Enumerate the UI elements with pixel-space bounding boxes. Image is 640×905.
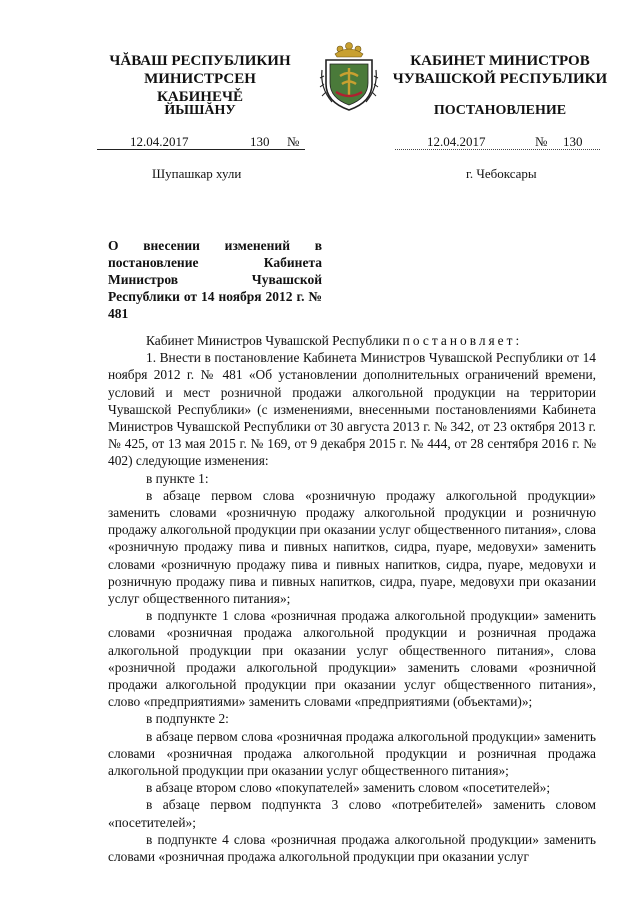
body-paragraph: в абзаце втором слово «покупателей» заменить словом «посетителей»; <box>146 780 551 796</box>
intro-paragraph <box>108 332 596 349</box>
right-number: 130 <box>563 134 583 149</box>
right-place: г. Чебоксары <box>466 166 537 181</box>
left-header-line-1: ЧĂВАШ РЕСПУБЛИКИН <box>109 53 291 69</box>
document-body <box>108 332 596 865</box>
body-paragraph: 1. Внести в постановление Кабинета Министров Чувашской Республики от 14 ноября 2012 г. № 481 «Об установлении дополнительных ограничений времени, условий и мест розничной продажи алкогольной продукции на территории Чувашской Республики» (с изменениями, внесенными постановлениями Кабинета Министров Чувашской Республики от 30 августа 2013 г. № 342, от 23 октября 2013 г. № 425, от 13 мая 2015 г. № 169, от 9 декабря 2015 г. № 444, от 28 сентября 2016 г. № 402) следующие изменения: <box>108 350 596 469</box>
left-header <box>100 52 300 106</box>
body-paragraph: в пункте 1: <box>146 470 209 486</box>
left-date-number-line <box>97 134 305 150</box>
right-date: 12.04.2017 <box>427 134 486 149</box>
right-date-number-line <box>395 134 600 150</box>
emblem-icon <box>318 40 380 114</box>
right-header <box>390 52 610 88</box>
intro-verb: постановляет: <box>402 333 523 348</box>
left-number: 130 <box>250 134 270 149</box>
left-place: Шупашкар хули <box>152 166 242 181</box>
body-paragraph: в абзаце первом слова «розничную продажу алкогольной продукции» заменить словами «розничную продажу алкогольной продукции и розничную продажу алкогольной продукции при оказании услуг общественного питания», слова «розничную продажу пива и пивных напитков, сидра, пуаре, медовухи» заменить словами «розничную продажу пива и пивных напитков, сидра, пуаре, медовухи и розничную продажу пива и пивных напитков, сидра, пуаре, медовухи при оказании услуг общественного питания»; <box>108 487 596 607</box>
right-doc-type: ПОСТАНОВЛЕНИЕ <box>433 103 567 118</box>
right-number-sign: № <box>535 134 548 149</box>
right-header-line-1: КАБИНЕТ МИНИСТРОВ <box>410 53 590 69</box>
body-paragraph: в абзаце первом слова «розничная продажа алкогольной продукции» заменить словами «розничная продажа алкогольной продукции и розничная продажа алкогольной продукции при оказании услуг общественного питания»; <box>108 728 596 779</box>
left-doc-type: ЙЫШĂНУ <box>164 103 236 118</box>
body-paragraph: в абзаце первом подпункта 3 слово «потребителей» заменить словом «посетителей»; <box>108 797 596 830</box>
right-header-line-2: ЧУВАШСКОЙ РЕСПУБЛИКИ <box>392 71 608 87</box>
body-paragraph: в подпункте 4 слова «розничная продажа алкогольной продукции» заменить словами «розничная продажа алкогольной продукции при оказании услуг <box>108 831 596 865</box>
coat-of-arms-emblem <box>318 40 380 114</box>
left-date-rule <box>97 149 305 150</box>
document-subject: О внесении изменений в постановление Кабинета Министров Чувашской Республики от 14 ноября 2012 г. № 481 <box>108 238 322 321</box>
left-number-sign: № <box>287 134 300 149</box>
body-paragraph: в подпункте 1 слова «розничная продажа алкогольной продукции» заменить словами «розничная продажа алкогольной продукции и розничная продажа алкогольной продукции при оказании услуг общественного питания», слова «розничной продажи алкогольной продукции» заменить словами «розничной продажи алкогольной продукции при оказании услуг общественного питания», слово «предприятиями» заменить словами «предприятиями (объектами)»; <box>108 608 596 710</box>
left-date: 12.04.2017 <box>130 134 189 149</box>
intro-prefix: Кабинет Министров Чувашской Республики <box>146 333 400 348</box>
left-header-line-2: МИНИСТРСЕН КАБИНЕЧĚ <box>144 71 256 105</box>
body-paragraph: в подпункте 2: <box>146 711 229 727</box>
